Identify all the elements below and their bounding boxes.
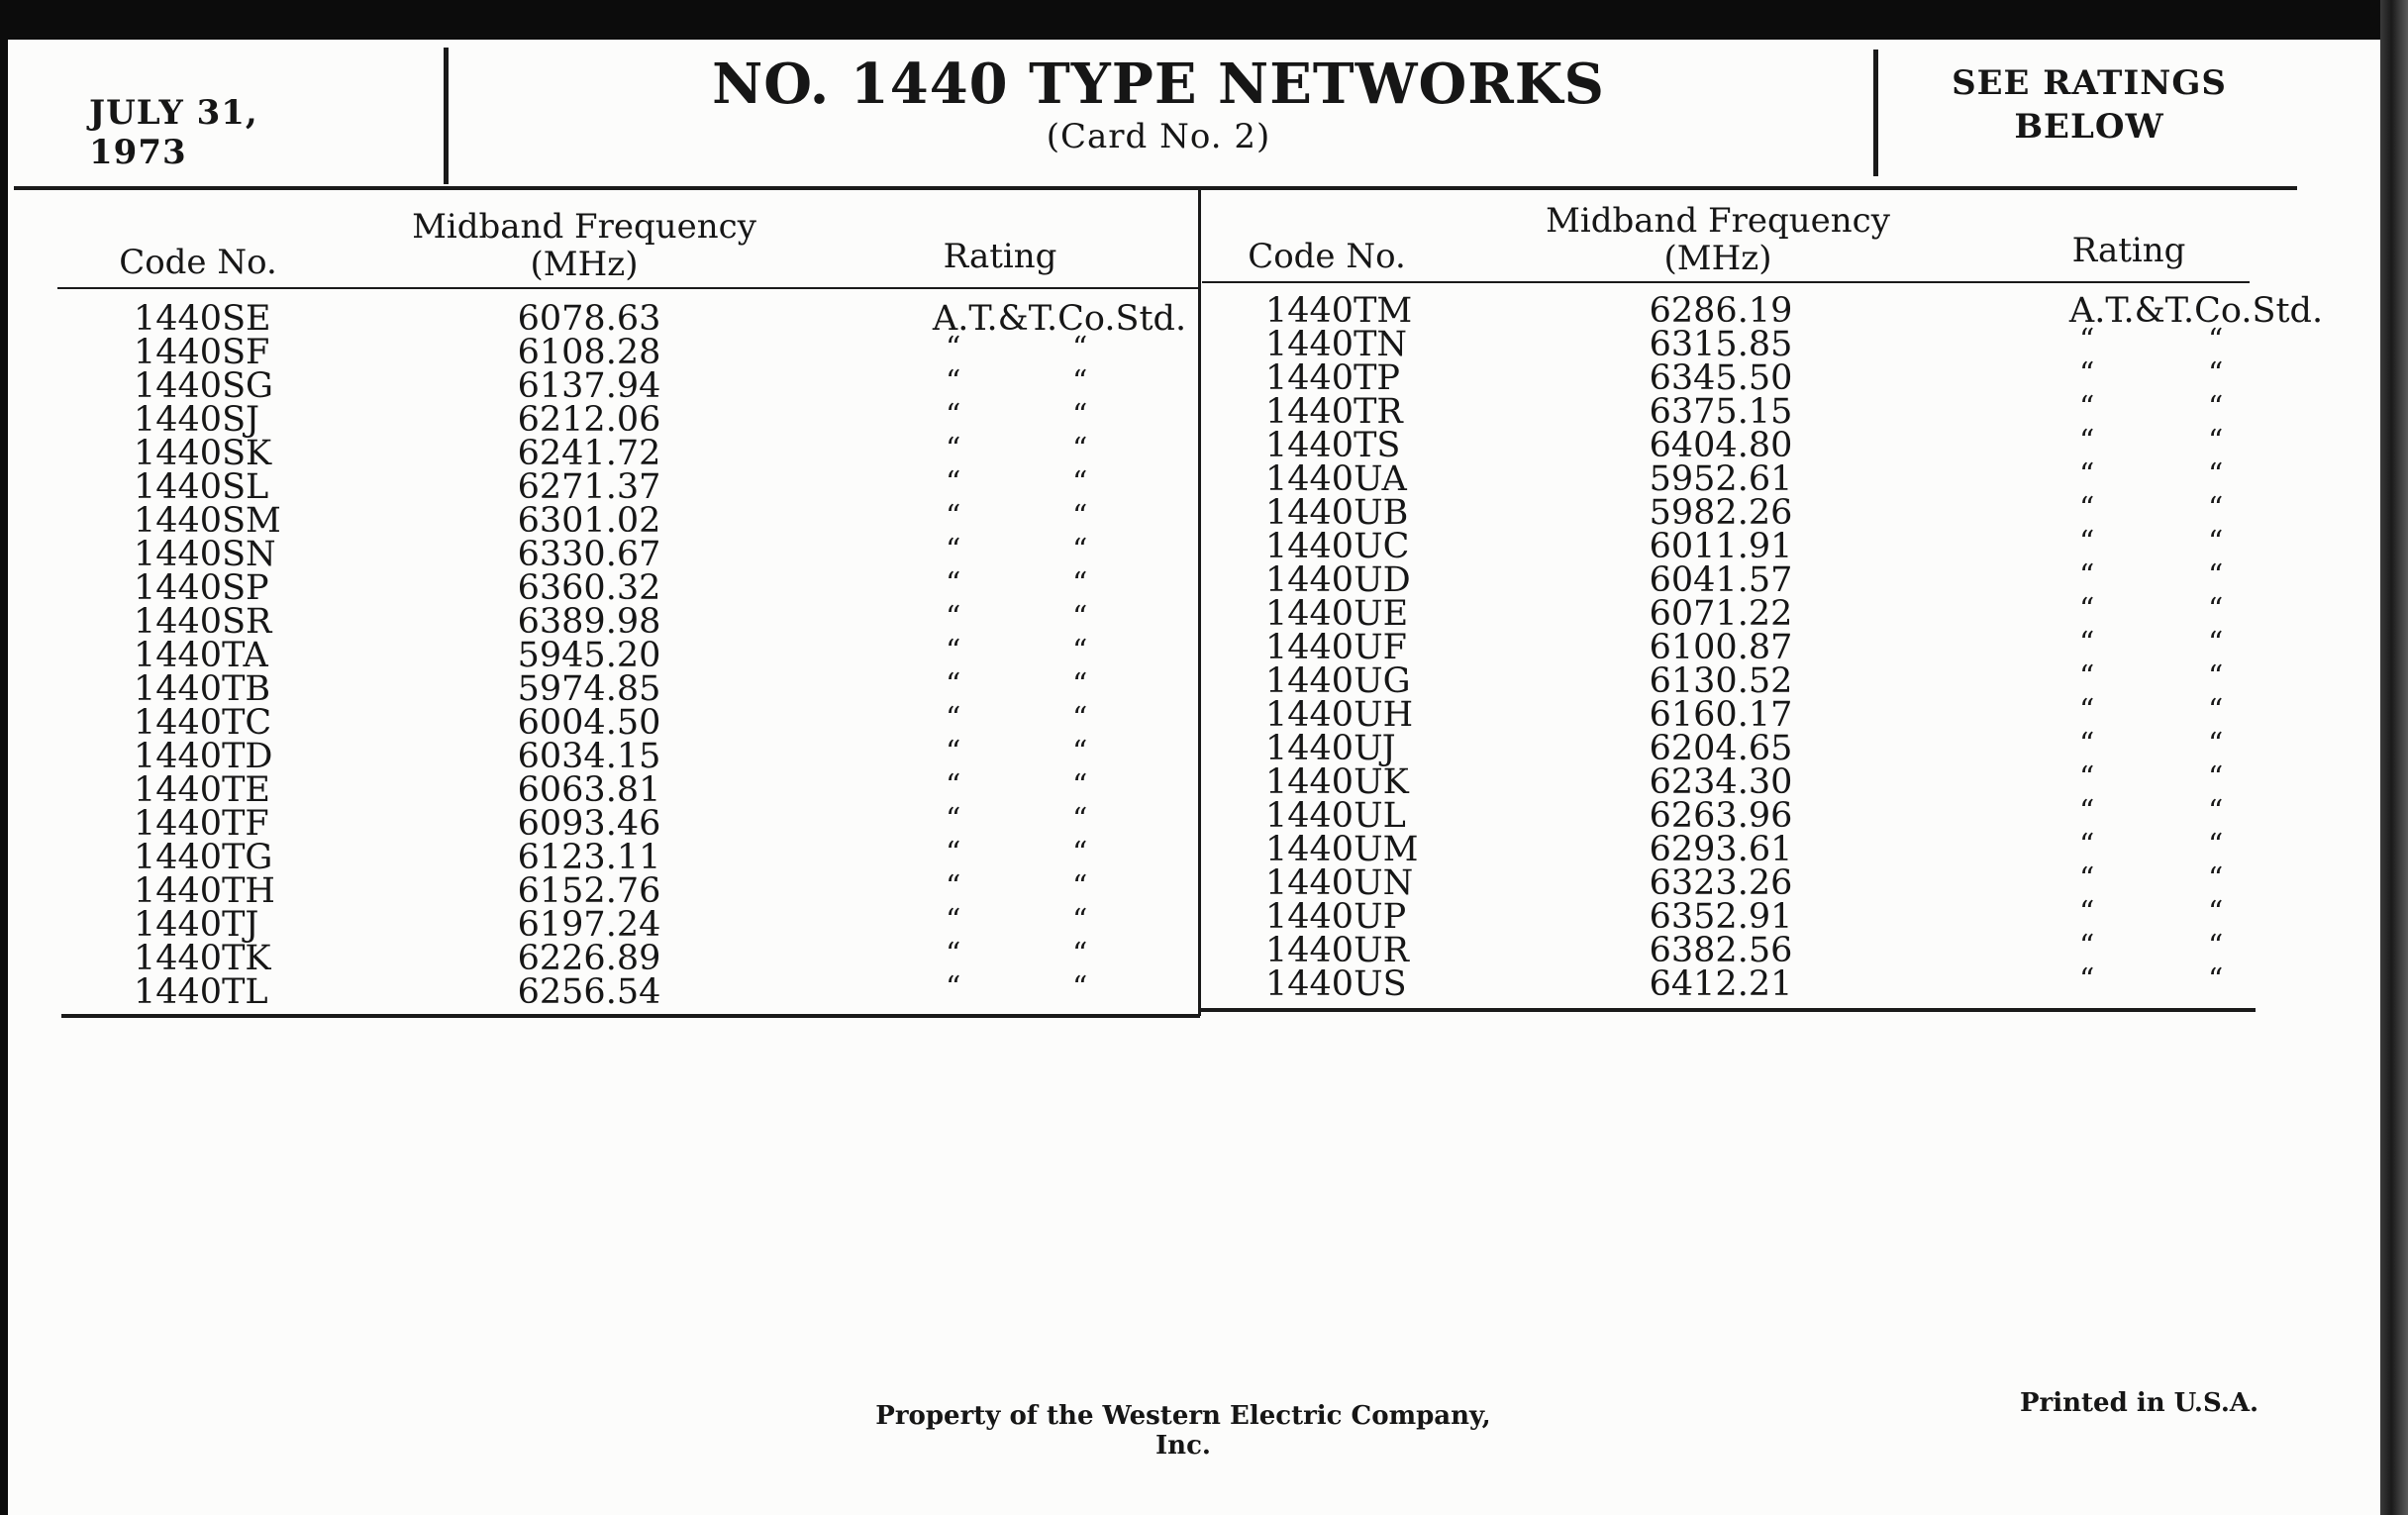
table-row (1265, 525, 2256, 566)
ditto-mark: “ (2079, 727, 2095, 761)
ratings-note-line1: SEE RATINGS (1952, 63, 2227, 103)
table-row (134, 432, 1183, 473)
ditto-mark: “ (2208, 424, 2224, 458)
table-row (134, 970, 1183, 1012)
code-cell: 1440TR (1265, 392, 1403, 432)
code-cell: 1440SP (134, 568, 269, 608)
ditto-mark: “ (946, 499, 961, 534)
table-row (1265, 861, 2256, 903)
ditto-mark: “ (2208, 760, 2224, 795)
code-cell: 1440SG (134, 366, 274, 406)
code-cell: 1440TB (134, 669, 271, 709)
table-row (134, 634, 1183, 675)
table-row (1265, 558, 2256, 600)
ditto-mark: “ (2079, 356, 2095, 391)
code-cell: 1440SR (134, 602, 272, 642)
frequency-cell: 6352.91 (1649, 897, 1793, 937)
frequency-cell: 6330.67 (517, 535, 661, 574)
code-cell: 1440UD (1265, 560, 1411, 600)
header-divider-right (1873, 50, 1878, 176)
frequency-cell: 6226.89 (517, 939, 661, 978)
property-notice: Property of the Western Electric Company, Inc. (875, 1401, 1491, 1461)
right-freq-heading-line2: (MHz) (1663, 239, 1772, 278)
frequency-cell: 6286.19 (1649, 291, 1793, 331)
ditto-mark: “ (2208, 390, 2224, 425)
code-cell: 1440UL (1265, 796, 1406, 836)
left-code-heading: Code No. (119, 243, 277, 282)
ditto-mark: “ (1072, 364, 1088, 399)
frequency-cell: 6197.24 (517, 905, 661, 945)
table-row (1265, 895, 2256, 937)
table-row (1265, 693, 2256, 735)
frequency-cell: 6315.85 (1649, 325, 1793, 364)
code-cell: 1440UG (1265, 661, 1411, 701)
ditto-mark: “ (1072, 802, 1088, 837)
code-cell: 1440TE (134, 770, 270, 810)
code-cell: 1440TA (134, 636, 268, 675)
ditto-mark: “ (2208, 592, 2224, 627)
ditto-mark: “ (2208, 727, 2224, 761)
table-row (134, 299, 1187, 339)
code-cell: 1440UM (1265, 830, 1419, 869)
scan-edge (2380, 0, 2408, 1515)
ditto-mark: “ (2079, 424, 2095, 458)
frequency-cell: 5945.20 (517, 636, 661, 675)
frequency-cell: 6263.96 (1649, 796, 1793, 836)
ditto-mark: “ (1072, 465, 1088, 500)
ditto-mark: “ (2208, 659, 2224, 694)
ditto-mark: “ (946, 735, 961, 769)
ditto-mark: “ (2208, 929, 2224, 963)
frequency-cell: 6256.54 (517, 972, 661, 1012)
code-cell: 1440SM (134, 501, 281, 541)
ditto-mark: “ (1072, 499, 1088, 534)
ditto-mark: “ (946, 836, 961, 870)
code-cell: 1440UA (1265, 459, 1407, 499)
code-cell: 1440UF (1265, 628, 1407, 667)
ditto-mark: “ (2079, 390, 2095, 425)
ditto-mark: “ (1072, 937, 1088, 971)
ditto-mark: “ (2208, 895, 2224, 930)
ditto-mark: “ (946, 331, 961, 365)
frequency-cell: 6301.02 (517, 501, 661, 541)
code-cell: 1440TK (134, 939, 271, 978)
card-date: JULY 31, 1973 (89, 93, 258, 172)
table-row (134, 903, 1183, 945)
table-row (1265, 323, 2256, 364)
ditto-mark: “ (2079, 962, 2095, 997)
table-row (1265, 794, 2256, 836)
ditto-mark: “ (946, 802, 961, 837)
table-row (1265, 929, 2256, 970)
frequency-cell: 6108.28 (517, 333, 661, 372)
table-row (134, 701, 1183, 743)
table-row (1265, 626, 2256, 667)
table-row (134, 735, 1183, 776)
ditto-mark: “ (2208, 693, 2224, 728)
ditto-mark: “ (1072, 600, 1088, 635)
ditto-mark: “ (2079, 659, 2095, 694)
table-row (134, 836, 1183, 877)
ditto-mark: “ (2079, 558, 2095, 593)
frequency-cell: 6041.57 (1649, 560, 1793, 600)
frequency-cell: 6078.63 (517, 299, 661, 339)
ditto-mark: “ (946, 465, 961, 500)
ditto-mark: “ (1072, 903, 1088, 938)
ditto-mark: “ (946, 566, 961, 601)
ditto-mark: “ (2208, 828, 2224, 862)
table-row (134, 331, 1183, 372)
frequency-cell: 6100.87 (1649, 628, 1793, 667)
right-bottom-rule (1200, 1008, 2256, 1012)
left-rating-heading: Rating (943, 237, 1057, 276)
ditto-mark: “ (2208, 626, 2224, 660)
ditto-mark: “ (2208, 558, 2224, 593)
table-row (1265, 491, 2256, 533)
code-cell: 1440TM (1265, 291, 1413, 331)
right-heading-rule (1202, 281, 2250, 283)
ditto-mark: “ (2208, 356, 2224, 391)
frequency-cell: 6234.30 (1649, 762, 1793, 802)
frequency-cell: 6093.46 (517, 804, 661, 844)
ditto-mark: “ (2079, 828, 2095, 862)
table-row (134, 533, 1183, 574)
ditto-mark: “ (946, 869, 961, 904)
ditto-mark: “ (946, 768, 961, 803)
ditto-mark: “ (2208, 491, 2224, 526)
code-cell: 1440TS (1265, 426, 1401, 465)
code-cell: 1440UK (1265, 762, 1409, 802)
ratings-note (1911, 61, 2267, 149)
header-divider-left (444, 48, 449, 184)
table-row (134, 566, 1183, 608)
left-bottom-rule (61, 1014, 1200, 1018)
ditto-mark: “ (2208, 525, 2224, 559)
right-rating-heading: Rating (2071, 231, 2186, 270)
table-row (1265, 962, 2256, 1004)
code-cell: 1440UB (1265, 493, 1409, 533)
code-cell: 1440TD (134, 737, 273, 776)
ditto-mark: “ (1072, 533, 1088, 567)
table-row (1265, 356, 2256, 398)
table-row (134, 802, 1183, 844)
frequency-cell: 6382.56 (1649, 931, 1793, 970)
frequency-cell: 6130.52 (1649, 661, 1793, 701)
ditto-mark: “ (2079, 525, 2095, 559)
code-cell: 1440TG (134, 838, 273, 877)
code-cell: 1440US (1265, 964, 1407, 1004)
left-heading-rule (57, 287, 1198, 289)
ditto-mark: “ (2079, 929, 2095, 963)
code-cell: 1440TF (134, 804, 269, 844)
card-subtitle: (Card No. 2) (1046, 117, 1271, 156)
frequency-cell: 6345.50 (1649, 358, 1793, 398)
code-cell: 1440TH (134, 871, 275, 911)
ditto-mark: “ (1072, 836, 1088, 870)
code-cell: 1440UP (1265, 897, 1407, 937)
frequency-cell: 6152.76 (517, 871, 661, 911)
table-row (1265, 727, 2256, 768)
frequency-cell: 5952.61 (1649, 459, 1793, 499)
right-freq-heading (1530, 202, 1906, 277)
table-row (1265, 390, 2256, 432)
frequency-cell: 6412.21 (1649, 964, 1793, 1004)
frequency-cell: 6204.65 (1649, 729, 1793, 768)
table-row (1265, 424, 2256, 465)
rating-cell: A.T.&T.Co.Std. (932, 299, 1187, 339)
ditto-mark: “ (2079, 760, 2095, 795)
ditto-mark: “ (2079, 794, 2095, 829)
right-code-heading: Code No. (1248, 237, 1406, 276)
code-cell: 1440UE (1265, 594, 1409, 634)
ditto-mark: “ (1072, 970, 1088, 1005)
frequency-cell: 6004.50 (517, 703, 661, 743)
ditto-mark: “ (2079, 626, 2095, 660)
right-freq-heading-line1: Midband Frequency (1546, 201, 1890, 241)
ditto-mark: “ (1072, 667, 1088, 702)
ditto-mark: “ (1072, 735, 1088, 769)
table-row (134, 499, 1183, 541)
rating-cell: A.T.&T.Co.Std. (2068, 291, 2324, 331)
table-row (134, 465, 1183, 507)
frequency-cell: 6293.61 (1649, 830, 1793, 869)
table-row (134, 398, 1183, 440)
ditto-mark: “ (1072, 432, 1088, 466)
code-cell: 1440SF (134, 333, 270, 372)
ditto-mark: “ (1072, 398, 1088, 433)
ditto-mark: “ (2079, 592, 2095, 627)
code-cell: 1440SJ (134, 400, 260, 440)
ditto-mark: “ (1072, 566, 1088, 601)
frequency-cell: 6241.72 (517, 434, 661, 473)
code-cell: 1440TP (1265, 358, 1400, 398)
table-row (134, 768, 1183, 810)
frequency-cell: 6160.17 (1649, 695, 1793, 735)
ditto-mark: “ (946, 970, 961, 1005)
frequency-cell: 6123.11 (517, 838, 661, 877)
left-network-table (134, 299, 1187, 1012)
right-network-table (1265, 291, 2324, 1004)
table-row (1265, 457, 2256, 499)
frequency-cell: 6323.26 (1649, 863, 1793, 903)
code-cell: 1440UJ (1265, 729, 1396, 768)
frequency-cell: 6375.15 (1649, 392, 1793, 432)
ditto-mark: “ (2079, 861, 2095, 896)
code-cell: 1440TN (1265, 325, 1408, 364)
table-row (1265, 828, 2256, 869)
frequency-cell: 5974.85 (517, 669, 661, 709)
ditto-mark: “ (946, 533, 961, 567)
table-row (1265, 592, 2256, 634)
ditto-mark: “ (946, 667, 961, 702)
ditto-mark: “ (946, 634, 961, 668)
table-row (1265, 760, 2256, 802)
table-row (134, 869, 1183, 911)
ditto-mark: “ (946, 937, 961, 971)
frequency-cell: 6212.06 (517, 400, 661, 440)
ditto-mark: “ (2079, 457, 2095, 492)
code-cell: 1440UN (1265, 863, 1414, 903)
ditto-mark: “ (1072, 768, 1088, 803)
code-cell: 1440TJ (134, 905, 259, 945)
left-freq-heading-line1: Midband Frequency (412, 207, 756, 247)
table-row (134, 364, 1183, 406)
ditto-mark: “ (2079, 895, 2095, 930)
ditto-mark: “ (2208, 794, 2224, 829)
frequency-cell: 6063.81 (517, 770, 661, 810)
header-rule (14, 186, 2297, 190)
ditto-mark: “ (1072, 331, 1088, 365)
frequency-cell: 6071.22 (1649, 594, 1793, 634)
code-cell: 1440TC (134, 703, 272, 743)
ditto-mark: “ (946, 398, 961, 433)
printed-notice: Printed in U.S.A. (2020, 1388, 2259, 1418)
left-freq-heading (396, 208, 772, 283)
code-cell: 1440SE (134, 299, 271, 339)
frequency-cell: 5982.26 (1649, 493, 1793, 533)
code-cell: 1440SN (134, 535, 276, 574)
code-cell: 1440UC (1265, 527, 1410, 566)
ditto-mark: “ (2208, 861, 2224, 896)
table-row (134, 667, 1183, 709)
ditto-mark: “ (2208, 457, 2224, 492)
ditto-mark: “ (1072, 869, 1088, 904)
ditto-mark: “ (2079, 693, 2095, 728)
code-cell: 1440TL (134, 972, 268, 1012)
frequency-cell: 6137.94 (517, 366, 661, 406)
table-row (134, 937, 1183, 978)
ditto-mark: “ (946, 600, 961, 635)
ditto-mark: “ (1072, 634, 1088, 668)
ditto-mark: “ (946, 903, 961, 938)
code-cell: 1440SL (134, 467, 269, 507)
ditto-mark: “ (2208, 323, 2224, 357)
code-cell: 1440UR (1265, 931, 1409, 970)
ditto-mark: “ (946, 364, 961, 399)
ditto-mark: “ (946, 701, 961, 736)
ditto-mark: “ (2208, 962, 2224, 997)
table-row (1265, 291, 2324, 331)
frequency-cell: 6011.91 (1649, 527, 1793, 566)
ditto-mark: “ (946, 432, 961, 466)
table-row (134, 600, 1183, 642)
ditto-mark: “ (2079, 491, 2095, 526)
frequency-cell: 6360.32 (517, 568, 661, 608)
frequency-cell: 6389.98 (517, 602, 661, 642)
ratings-note-line2: BELOW (2014, 107, 2164, 147)
code-cell: 1440UH (1265, 695, 1414, 735)
page-title: NO. 1440 TYPE NETWORKS (712, 51, 1605, 117)
frequency-cell: 6271.37 (517, 467, 661, 507)
frequency-cell: 6034.15 (517, 737, 661, 776)
code-cell: 1440SK (134, 434, 272, 473)
left-freq-heading-line2: (MHz) (530, 245, 639, 284)
frequency-cell: 6404.80 (1649, 426, 1793, 465)
table-row (1265, 659, 2256, 701)
ditto-mark: “ (1072, 701, 1088, 736)
ditto-mark: “ (2079, 323, 2095, 357)
